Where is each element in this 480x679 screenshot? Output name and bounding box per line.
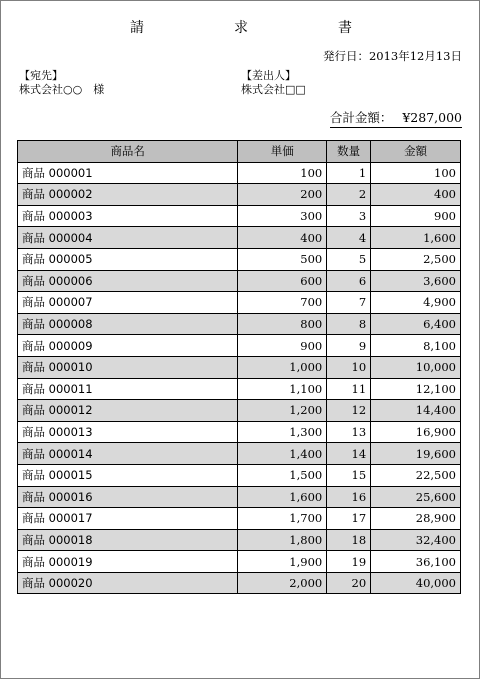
cell-quantity: 2 <box>327 184 371 206</box>
cell-unit-price: 1,600 <box>238 486 327 508</box>
cell-quantity: 13 <box>327 421 371 443</box>
cell-item-name: 商品 000003 <box>18 205 238 227</box>
cell-unit-price: 1,900 <box>238 551 327 573</box>
cell-item-name: 商品 000006 <box>18 270 238 292</box>
cell-quantity: 11 <box>327 378 371 400</box>
cell-quantity: 9 <box>327 335 371 357</box>
cell-unit-price: 100 <box>238 162 327 184</box>
table-row <box>18 378 461 400</box>
table-row <box>18 572 461 594</box>
cell-amount: 25,600 <box>371 486 461 508</box>
cell-unit-price: 1,800 <box>238 529 327 551</box>
table-row <box>18 529 461 551</box>
cell-item-name: 商品 000015 <box>18 464 238 486</box>
header-item-name: 商品名 <box>18 141 238 163</box>
cell-unit-price: 1,400 <box>238 443 327 465</box>
table-row <box>18 270 461 292</box>
cell-item-name: 商品 000004 <box>18 227 238 249</box>
cell-unit-price: 500 <box>238 248 327 270</box>
cell-quantity: 18 <box>327 529 371 551</box>
recipient-label: 【宛先】 <box>19 69 63 82</box>
cell-unit-price: 200 <box>238 184 327 206</box>
cell-amount: 28,900 <box>371 508 461 530</box>
header-amount: 金額 <box>371 141 461 163</box>
table-row <box>18 400 461 422</box>
document-title: 請 求 書 <box>130 20 390 36</box>
cell-item-name: 商品 000011 <box>18 378 238 400</box>
cell-item-name: 商品 000008 <box>18 313 238 335</box>
sender-block <box>241 69 306 97</box>
cell-quantity: 8 <box>327 313 371 335</box>
cell-item-name: 商品 000005 <box>18 248 238 270</box>
cell-unit-price: 1,200 <box>238 400 327 422</box>
issue-date-label: 発行日： <box>322 49 369 63</box>
cell-amount: 12,100 <box>371 378 461 400</box>
cell-unit-price: 1,000 <box>238 356 327 378</box>
cell-unit-price: 400 <box>238 227 327 249</box>
cell-amount: 14,400 <box>371 400 461 422</box>
cell-item-name: 商品 000018 <box>18 529 238 551</box>
header-quantity: 数量 <box>327 141 371 163</box>
table-row <box>18 443 461 465</box>
table-body <box>18 162 461 594</box>
cell-amount: 100 <box>371 162 461 184</box>
cell-unit-price: 600 <box>238 270 327 292</box>
cell-item-name: 商品 000002 <box>18 184 238 206</box>
cell-quantity: 15 <box>327 464 371 486</box>
cell-quantity: 1 <box>327 162 371 184</box>
cell-amount: 19,600 <box>371 443 461 465</box>
cell-amount: 22,500 <box>371 464 461 486</box>
cell-quantity: 14 <box>327 443 371 465</box>
cell-unit-price: 1,300 <box>238 421 327 443</box>
cell-unit-price: 300 <box>238 205 327 227</box>
table-row <box>18 162 461 184</box>
issue-date-value: 2013年12月13日 <box>368 49 462 63</box>
cell-unit-price: 1,500 <box>238 464 327 486</box>
recipient-block <box>19 69 104 97</box>
table-row <box>18 227 461 249</box>
table-row <box>18 464 461 486</box>
table-row <box>18 205 461 227</box>
issue-date-line <box>323 48 462 64</box>
cell-amount: 2,500 <box>371 248 461 270</box>
cell-item-name: 商品 000014 <box>18 443 238 465</box>
items-table <box>17 140 461 594</box>
recipient-name: 株式会社○○ 様 <box>19 83 105 96</box>
cell-unit-price: 900 <box>238 335 327 357</box>
cell-item-name: 商品 000001 <box>18 162 238 184</box>
table-row <box>18 486 461 508</box>
sender-name: 株式会社□□ <box>241 83 306 96</box>
table-row <box>18 335 461 357</box>
total-amount <box>330 108 462 128</box>
table-row <box>18 292 461 314</box>
cell-amount: 3,600 <box>371 270 461 292</box>
cell-item-name: 商品 000007 <box>18 292 238 314</box>
cell-amount: 36,100 <box>371 551 461 573</box>
cell-amount: 32,400 <box>371 529 461 551</box>
cell-amount: 40,000 <box>371 572 461 594</box>
cell-unit-price: 700 <box>238 292 327 314</box>
cell-quantity: 12 <box>327 400 371 422</box>
cell-item-name: 商品 000013 <box>18 421 238 443</box>
cell-amount: 16,900 <box>371 421 461 443</box>
cell-unit-price: 2,000 <box>238 572 327 594</box>
table-row <box>18 248 461 270</box>
cell-unit-price: 1,700 <box>238 508 327 530</box>
cell-quantity: 4 <box>327 227 371 249</box>
cell-item-name: 商品 000017 <box>18 508 238 530</box>
table-row <box>18 551 461 573</box>
sender-label: 【差出人】 <box>241 69 296 82</box>
header-unit-price: 単価 <box>238 141 327 163</box>
cell-quantity: 6 <box>327 270 371 292</box>
cell-unit-price: 800 <box>238 313 327 335</box>
cell-quantity: 3 <box>327 205 371 227</box>
total-value: ¥287,000 <box>402 110 462 125</box>
cell-quantity: 19 <box>327 551 371 573</box>
table-row <box>18 356 461 378</box>
cell-quantity: 7 <box>327 292 371 314</box>
cell-item-name: 商品 000010 <box>18 356 238 378</box>
cell-amount: 8,100 <box>371 335 461 357</box>
cell-amount: 1,600 <box>371 227 461 249</box>
cell-item-name: 商品 000019 <box>18 551 238 573</box>
table-row <box>18 184 461 206</box>
cell-item-name: 商品 000020 <box>18 572 238 594</box>
cell-quantity: 10 <box>327 356 371 378</box>
cell-unit-price: 1,100 <box>238 378 327 400</box>
cell-quantity: 16 <box>327 486 371 508</box>
cell-item-name: 商品 000012 <box>18 400 238 422</box>
cell-amount: 4,900 <box>371 292 461 314</box>
cell-amount: 6,400 <box>371 313 461 335</box>
cell-quantity: 20 <box>327 572 371 594</box>
table-header-row <box>18 141 461 163</box>
cell-amount: 400 <box>371 184 461 206</box>
cell-item-name: 商品 000016 <box>18 486 238 508</box>
cell-quantity: 17 <box>327 508 371 530</box>
table-row <box>18 421 461 443</box>
cell-amount: 10,000 <box>371 356 461 378</box>
cell-amount: 900 <box>371 205 461 227</box>
cell-item-name: 商品 000009 <box>18 335 238 357</box>
table-row <box>18 508 461 530</box>
total-label: 合計金額： <box>329 110 393 125</box>
table-row <box>18 313 461 335</box>
cell-quantity: 5 <box>327 248 371 270</box>
